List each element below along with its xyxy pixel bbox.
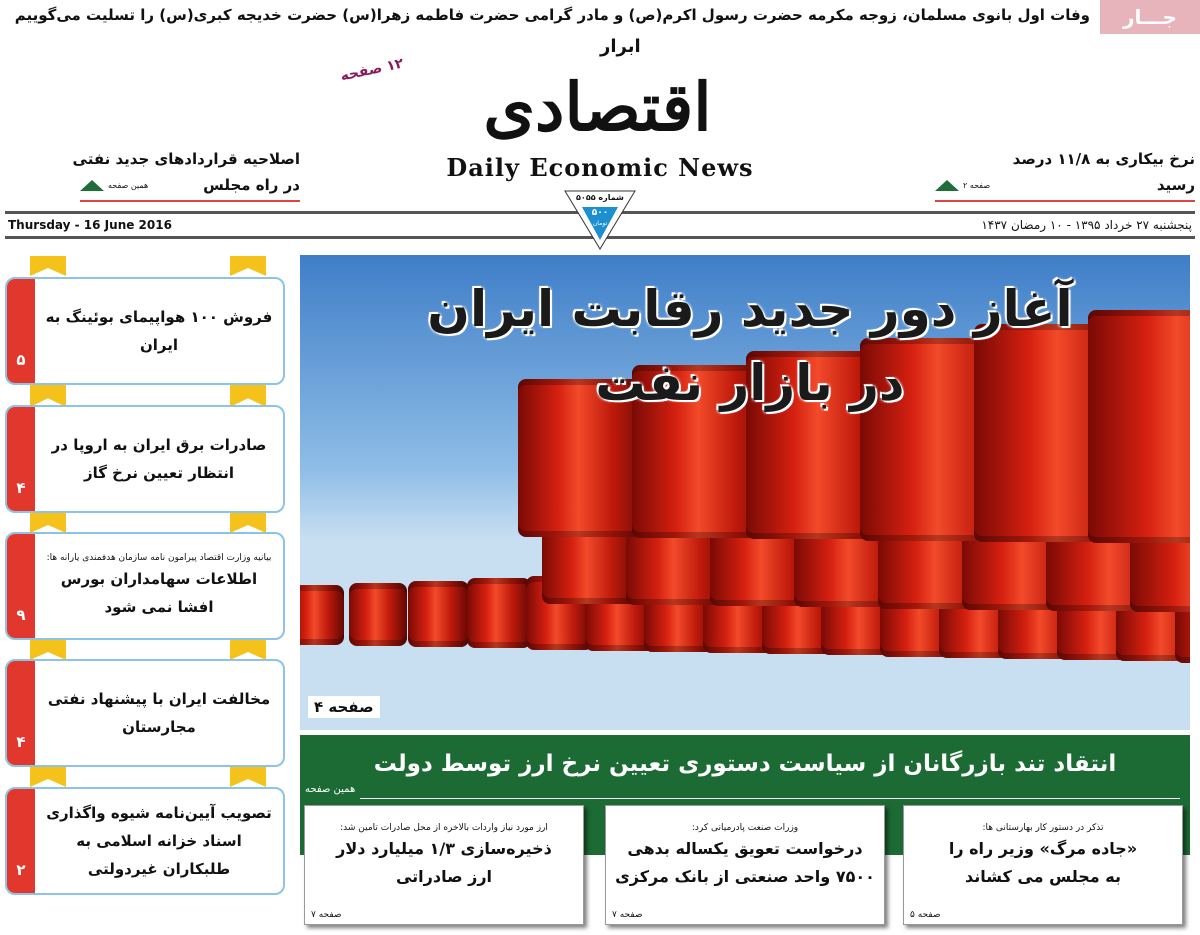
story-title: فروش ۱۰۰ هواپیمای بوئینگ به ایران xyxy=(45,308,273,354)
barrel-graphic xyxy=(467,578,531,648)
page-ref: صفحه ۲ xyxy=(963,180,991,190)
bunting-decoration xyxy=(230,640,266,660)
top-right-teaser[interactable] xyxy=(935,146,1195,202)
story-kicker: بیانیه وزارت اقتصاد پیرامون نامه سازمان هدفمندی یارانه ها: xyxy=(46,552,272,563)
logo-small: ابرار xyxy=(600,36,641,57)
story-box[interactable] xyxy=(903,805,1183,925)
top-left-teaser[interactable] xyxy=(0,146,300,202)
sidebar-story[interactable] xyxy=(5,787,285,895)
page-ref: صفحه ۷ xyxy=(612,910,643,920)
band-headline[interactable]: انتقاد تند بازرگانان از سیاست دستوری تعیین نرخ ارز توسط دولت xyxy=(373,751,1117,777)
page-ref: همین صفحه xyxy=(305,784,356,795)
bunting-decoration xyxy=(230,513,266,533)
story-title: ارز صادراتی xyxy=(395,867,493,886)
sidebar-story[interactable] xyxy=(5,277,285,385)
announcement: وفات اول بانوی مسلمان، زوجه مکرمه حضرت رسول اکرم(ص) و مادر گرامی حضرت فاطمه زهرا(س) حضرت خدیجه کبری(س) را تسلیت می‌گوییم xyxy=(14,6,1090,24)
price-unit: تومان xyxy=(592,220,608,227)
story-kicker: ارز مورد نیاز واردات بالاخره از محل صادرات تامین شد: xyxy=(340,823,548,833)
triangle-icon xyxy=(935,180,959,191)
story-title: به مجلس می کشاند xyxy=(965,867,1121,886)
story-title: ذخیره‌سازی ۱/۳ میلیارد دلار xyxy=(336,839,552,858)
teaser-line: رسید xyxy=(1156,176,1195,194)
hero-headline xyxy=(360,272,1140,420)
page-count: ۱۲ صفحه xyxy=(339,55,406,85)
barrel-graphic xyxy=(408,581,469,647)
date-persian: پنجشنبه ۲۷ خرداد ۱۳۹۵ - ۱۰ رمضان ۱۴۳۷ xyxy=(981,218,1192,232)
story-title: مخالفت ایران با پیشنهاد نفتی مجارستان xyxy=(47,690,271,736)
story-box[interactable] xyxy=(304,805,584,925)
price: ۵۰۰ xyxy=(591,208,609,218)
page-ref: همین صفحه xyxy=(108,180,149,190)
story-title: «جاده مرگ» وزیر راه را xyxy=(948,839,1138,858)
issue-number: شماره ۵۰۵۵ xyxy=(576,193,624,202)
page-ref: صفحه ۷ xyxy=(311,910,342,920)
teaser-line: در راه مجلس xyxy=(203,176,300,194)
hero-headline-line: آغاز دور جدید رقابت ایران xyxy=(427,280,1073,338)
hero-page-ref: صفحه ۴ xyxy=(308,696,380,718)
bunting-decoration xyxy=(230,256,266,276)
issue-badge xyxy=(564,190,636,250)
page-number: ۵ xyxy=(7,279,35,383)
triangle-icon xyxy=(80,180,104,191)
story-title: ۷۵۰۰ واحد صنعتی از بانک مرکزی xyxy=(615,867,875,886)
teaser-line: اصلاحیه قراردادهای جدید نفتی xyxy=(72,150,300,168)
page-number: ۴ xyxy=(7,661,35,765)
barrel-graphic xyxy=(349,583,407,646)
corner-tag: جـــار xyxy=(1100,0,1200,34)
hero-headline-line: در بازار نفت xyxy=(595,354,905,412)
bunting-decoration xyxy=(230,767,266,787)
teaser-line: نرخ بیکاری به ۱۱/۸ درصد xyxy=(1012,150,1195,168)
page-number: ۴ xyxy=(7,407,35,511)
page-number: ۲ xyxy=(7,789,35,893)
barrel-graphic xyxy=(300,585,344,644)
bunting-decoration xyxy=(30,767,66,787)
logo: اقتصادی xyxy=(483,68,712,146)
bunting-decoration xyxy=(30,640,66,660)
story-kicker: وزرات صنعت پادرمیانی کرد: xyxy=(691,823,799,833)
divider xyxy=(360,798,1180,799)
story-title: درخواست تعویق یکساله بدهی xyxy=(627,839,863,858)
bunting-decoration xyxy=(30,513,66,533)
english-title: Daily Economic News xyxy=(446,153,754,182)
story-title: صادرات برق ایران به اروپا در انتظار تعیین نرخ گاز xyxy=(51,436,267,482)
bunting-decoration xyxy=(230,385,266,407)
story-kicker: تذکر در دستور کار بهارستانی ها: xyxy=(982,823,1104,833)
story-title: اطلاعات سهامداران بورس افشا نمی شود xyxy=(60,569,258,616)
divider xyxy=(935,200,1195,202)
page-number: ۹ xyxy=(7,534,35,638)
bunting-decoration xyxy=(30,256,66,276)
divider xyxy=(80,200,300,202)
sidebar-story[interactable] xyxy=(5,659,285,767)
sidebar-story[interactable] xyxy=(5,532,285,640)
story-title: تصویب آیین‌نامه شیوه واگذاری اسناد خزانه اسلامی به طلبکاران غیردولتی xyxy=(46,804,272,878)
story-box[interactable] xyxy=(605,805,885,925)
date-english: Thursday - 16 June 2016 xyxy=(8,218,172,232)
page-ref: صفحه ۵ xyxy=(910,910,941,920)
bunting-decoration xyxy=(30,385,66,407)
sidebar-story[interactable] xyxy=(5,405,285,513)
